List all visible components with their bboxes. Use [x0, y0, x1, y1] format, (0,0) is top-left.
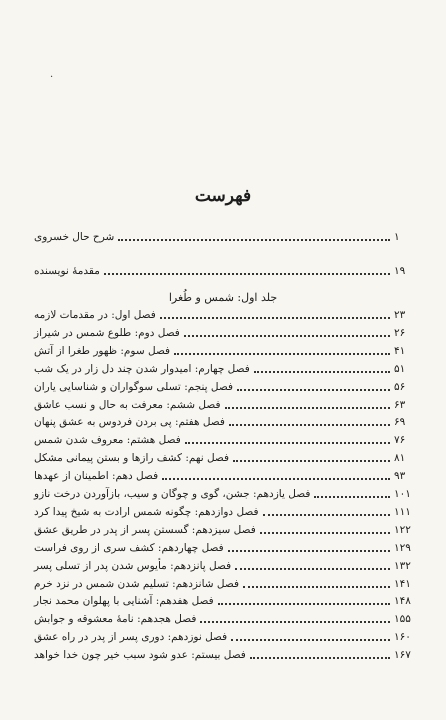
dot-leader — [118, 239, 390, 241]
volume-heading: جلد اول: شمس و طُغرا — [168, 291, 278, 304]
toc-entry-text: فصل دوم: طلوع شمس در شیراز — [34, 326, 180, 339]
toc-entry-text: شرح حال خسروی — [34, 231, 115, 243]
toc-entry-chapter — [34, 413, 416, 429]
toc-entry-chapter — [34, 324, 416, 340]
dot-leader — [235, 568, 390, 570]
toc-entry-chapter — [34, 521, 416, 537]
toc-entry-chapter — [34, 575, 416, 591]
toc-entry-text: فصل چهارم: امیدوار شدن چند دل زار در یک شب — [34, 362, 250, 375]
toc-entry-page: ۹۳ — [394, 470, 406, 483]
toc-entry-text: فصل ششم: معرفت به حال و نسب عاشق — [34, 398, 221, 411]
toc-entry-page: ۷۶ — [394, 434, 406, 447]
page-title: فهرست — [194, 186, 252, 206]
toc-entry-chapter — [34, 431, 416, 447]
dot-leader — [184, 335, 390, 337]
toc-entry-text: فصل شانزدهم: تسلیم شدن شمس در نزد خرم — [34, 577, 240, 590]
toc-entry-chapter — [34, 646, 416, 662]
toc-entry-page: ۲۳ — [394, 309, 406, 321]
toc-entry-chapter — [34, 306, 416, 322]
toc-entry-chapter — [34, 485, 416, 501]
toc-entry-page: ۱۲۹ — [394, 541, 411, 554]
toc-entry-text: فصل هشتم: معروف شدن شمس — [34, 434, 181, 447]
toc-entry-chapter — [34, 396, 416, 412]
toc-entry-chapter — [34, 592, 416, 608]
toc-entry-text: فصل هجدهم: نامهٔ معشوقه و جوابش — [34, 613, 197, 626]
toc-entry-page: ۱ — [394, 231, 400, 243]
stray-mark: · — [50, 72, 54, 83]
dot-leader — [185, 442, 390, 444]
toc-entry-text: فصل دوازدهم: چگونه شمس ارادت به شیخ پیدا کرد — [34, 505, 259, 518]
toc-entry-page: ۱۴۸ — [394, 595, 411, 608]
toc-entry-page: ۸۱ — [394, 452, 406, 465]
toc-entry-text: فصل دهم: اطمینان از عهدها — [34, 470, 159, 483]
dot-leader — [237, 389, 390, 391]
toc-entry-page: ۱۴۱ — [394, 577, 411, 590]
toc-entry-front — [34, 262, 416, 278]
toc-entry-text: فصل چهاردهم: کشف سری از روی فراست — [34, 541, 224, 554]
dot-leader — [231, 639, 390, 641]
dot-leader — [225, 407, 390, 409]
dot-leader — [263, 514, 390, 516]
dot-leader — [218, 603, 390, 605]
toc-entry-chapter — [34, 467, 416, 483]
dot-leader — [229, 424, 390, 426]
toc-entry-chapter — [34, 378, 416, 394]
toc-entry-chapter — [34, 539, 416, 555]
toc-entry-page: ۶۹ — [394, 416, 406, 429]
toc-entry-chapter — [34, 342, 416, 358]
toc-entry-chapter — [34, 610, 416, 626]
dot-leader — [243, 586, 390, 588]
toc-entry-text: فصل پانزدهم: مأیوس شدن پدر از تسلی پسر — [34, 559, 232, 572]
toc-entry-page: ۵۶ — [394, 380, 406, 393]
toc-entry-text: فصل نوزدهم: دوری پسر از پدر در راه عشق — [34, 631, 228, 644]
toc-entry-text: فصل اول: در مقدمات لازمه — [34, 309, 156, 321]
toc-entry-text: فصل سیزدهم: گسستن پسر از پدر در طریق عشق — [34, 523, 256, 536]
dot-leader — [228, 550, 390, 552]
toc-entry-page: ۶۳ — [394, 398, 406, 411]
toc-entry-page: ۱۶۰ — [394, 631, 411, 644]
dot-leader — [254, 371, 390, 373]
toc-entry-chapter — [34, 503, 416, 519]
dot-leader — [174, 353, 390, 355]
dot-leader — [314, 496, 390, 498]
toc-entry-page: ۱۰۱ — [394, 488, 411, 500]
dot-leader — [104, 273, 390, 275]
toc-entry-text: فصل هفتم: پی بردن فردوس به عشق پنهان — [34, 416, 225, 429]
toc-entry-front — [34, 228, 416, 244]
toc-entry-text: فصل نهم: کشف رازها و بستن پیمانی مشکل — [34, 452, 230, 465]
dot-leader — [233, 460, 390, 462]
toc-entry-text: فصل یازدهم: جشن، گوی و چوگان و سیب، بازآوردن درخت نازو — [34, 488, 311, 500]
toc-entry-page: ۴۱ — [394, 344, 406, 357]
toc-entry-chapter — [34, 628, 416, 644]
toc-entry-text: فصل سوم: ظهور طغرا از آتش — [34, 344, 171, 357]
dot-leader — [200, 621, 390, 623]
toc-entry-text: فصل هفدهم: آشنایی با پهلوان محمد نجار — [34, 595, 214, 608]
toc-entry-page: ۱۹ — [394, 265, 406, 277]
toc-entry-text: فصل بیستم: عدو شود سبب خیر چون خدا خواهد — [34, 649, 246, 662]
toc-entry-page: ۲۶ — [394, 326, 406, 339]
toc-entry-page: ۱۱۱ — [394, 505, 411, 518]
dot-leader — [160, 317, 390, 319]
toc-entry-chapter — [34, 557, 416, 573]
toc-entry-page: ۱۶۷ — [394, 649, 411, 662]
dot-leader — [260, 532, 390, 534]
toc-entry-text: فصل پنجم: تسلی سوگواران و شناسایی یاران — [34, 380, 234, 393]
toc-entry-text: مقدمهٔ نویسنده — [34, 265, 100, 277]
toc-entry-chapter — [34, 360, 416, 376]
toc-entry-chapter — [34, 449, 416, 465]
toc-entry-page: ۵۱ — [394, 362, 406, 375]
toc-entry-page: ۱۳۲ — [394, 559, 411, 572]
dot-leader — [162, 478, 390, 480]
dot-leader — [250, 657, 390, 659]
toc-entry-page: ۱۵۵ — [394, 613, 411, 626]
toc-entry-page: ۱۲۲ — [394, 523, 411, 536]
